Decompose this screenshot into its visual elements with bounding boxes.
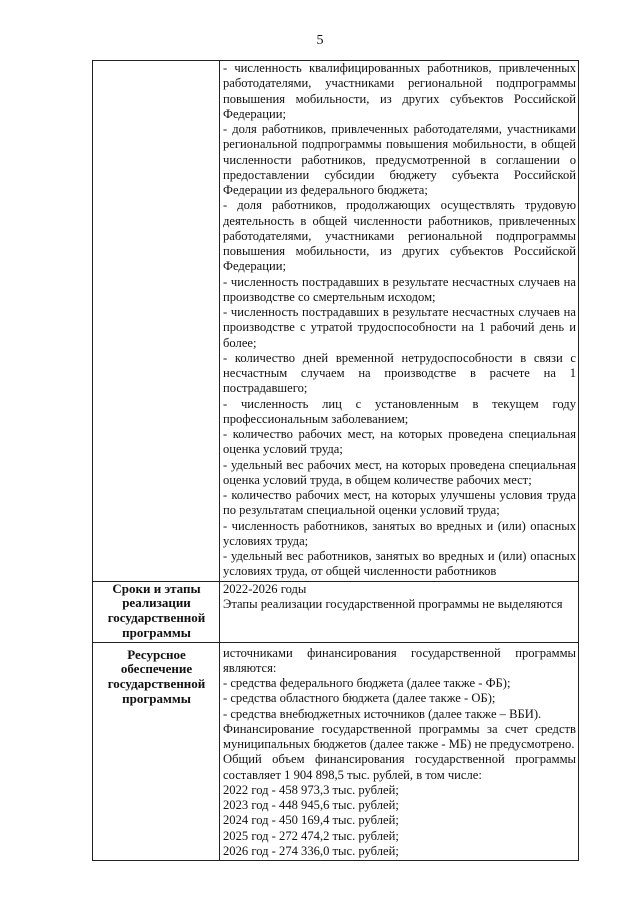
indicator-item: - численность квалифицированных работников, привлеченных работодателями, участниками региональной подпрограммы повышения мобильности, из других субъектов Российской Федерации; [223,61,576,121]
indicator-item: - количество дней временной нетрудоспособности в связи с несчастным случаем на производстве в расчете на 1 пострадавшего; [223,350,576,396]
indicators-label-cell [93,61,220,582]
indicator-item: - удельный вес работников, занятых во вредных и (или) опасных условиях труда, от общей численности работников [223,549,576,579]
resources-label: Ресурсное обеспечение государственной программы [93,642,220,861]
total-funding: Общий объем финансирования государственной программы составляет 1 904 898,5 тыс. рублей, в том числе: [223,752,576,782]
year-funding: 2022 год - 458 973,3 тыс. рублей; [223,782,399,797]
indicator-item: - численность пострадавших в результате несчастных случаев на производстве со смертельным исходом; [223,274,576,304]
indicator-item: - доля работников, привлеченных работодателями, участниками региональной подпрограммы повышения мобильности, в общей численности работников, предусмотренной в соглашении о предоставлении субсидии бюджету субъекта Российской Федерации из федерального бюджета; [223,122,576,197]
resources-intro: источниками финансирования государственной программы являются: [223,645,576,675]
funding-source: - средства внебюджетных источников (далее также – ВБИ). [223,706,542,721]
resources-row [93,642,579,861]
indicator-item: - количество рабочих мест, на которых проведена специальная оценка условий труда; [223,427,576,457]
indicator-item: - доля работников, продолжающих осуществлять трудовую деятельность в общей численности работников, привлеченных работодателями, участниками региональной подпрограммы повышения мобильности, из других субъектов Российской Федерации; [223,198,576,274]
indicators-cell [220,61,579,582]
year-funding: 2025 год - 272 474,2 тыс. рублей; [223,828,399,843]
funding-source: - средства федерального бюджета (далее также - ФБ); [223,676,511,691]
indicator-item: - численность пострадавших в результате несчастных случаев на производстве с утратой трудоспособности на 1 рабочий день и более; [223,305,576,350]
terms-cell [220,581,579,642]
resources-cell [220,642,579,861]
indicator-item: - количество рабочих мест, на которых улучшены условия труда по результатам специальной оценки условий труда; [223,488,576,518]
terms-period: 2022-2026 годы [223,581,307,596]
funding-source: - средства областного бюджета (далее также - ОБ); [223,691,496,706]
page-number: 5 [316,33,324,48]
passport-table [92,60,579,861]
year-funding: 2026 год - 274 336,0 тыс. рублей; [223,843,399,858]
indicator-item: - численность лиц с установленным в текущем году профессиональным заболеванием; [223,396,576,426]
year-funding: 2023 год - 448 945,6 тыс. рублей; [223,798,399,813]
terms-stages: Этапы реализации государственной программы не выделяются [223,596,563,611]
terms-label: Сроки и этапы реализации государственной программы [93,581,220,642]
terms-row [93,581,579,642]
municipal-note: Финансирование государственной программы за счет средств муниципальных бюджетов (далее также - МБ) не предусмотрено. [223,721,576,752]
year-funding: 2024 год - 450 169,4 тыс. рублей; [223,813,399,828]
indicators-row [93,61,579,582]
indicator-item: - удельный вес рабочих мест, на которых проведена специальная оценка условий труда, в общем количестве рабочих мест; [223,457,576,487]
indicator-item: - численность работников, занятых во вредных и (или) опасных условиях труда; [223,518,576,548]
